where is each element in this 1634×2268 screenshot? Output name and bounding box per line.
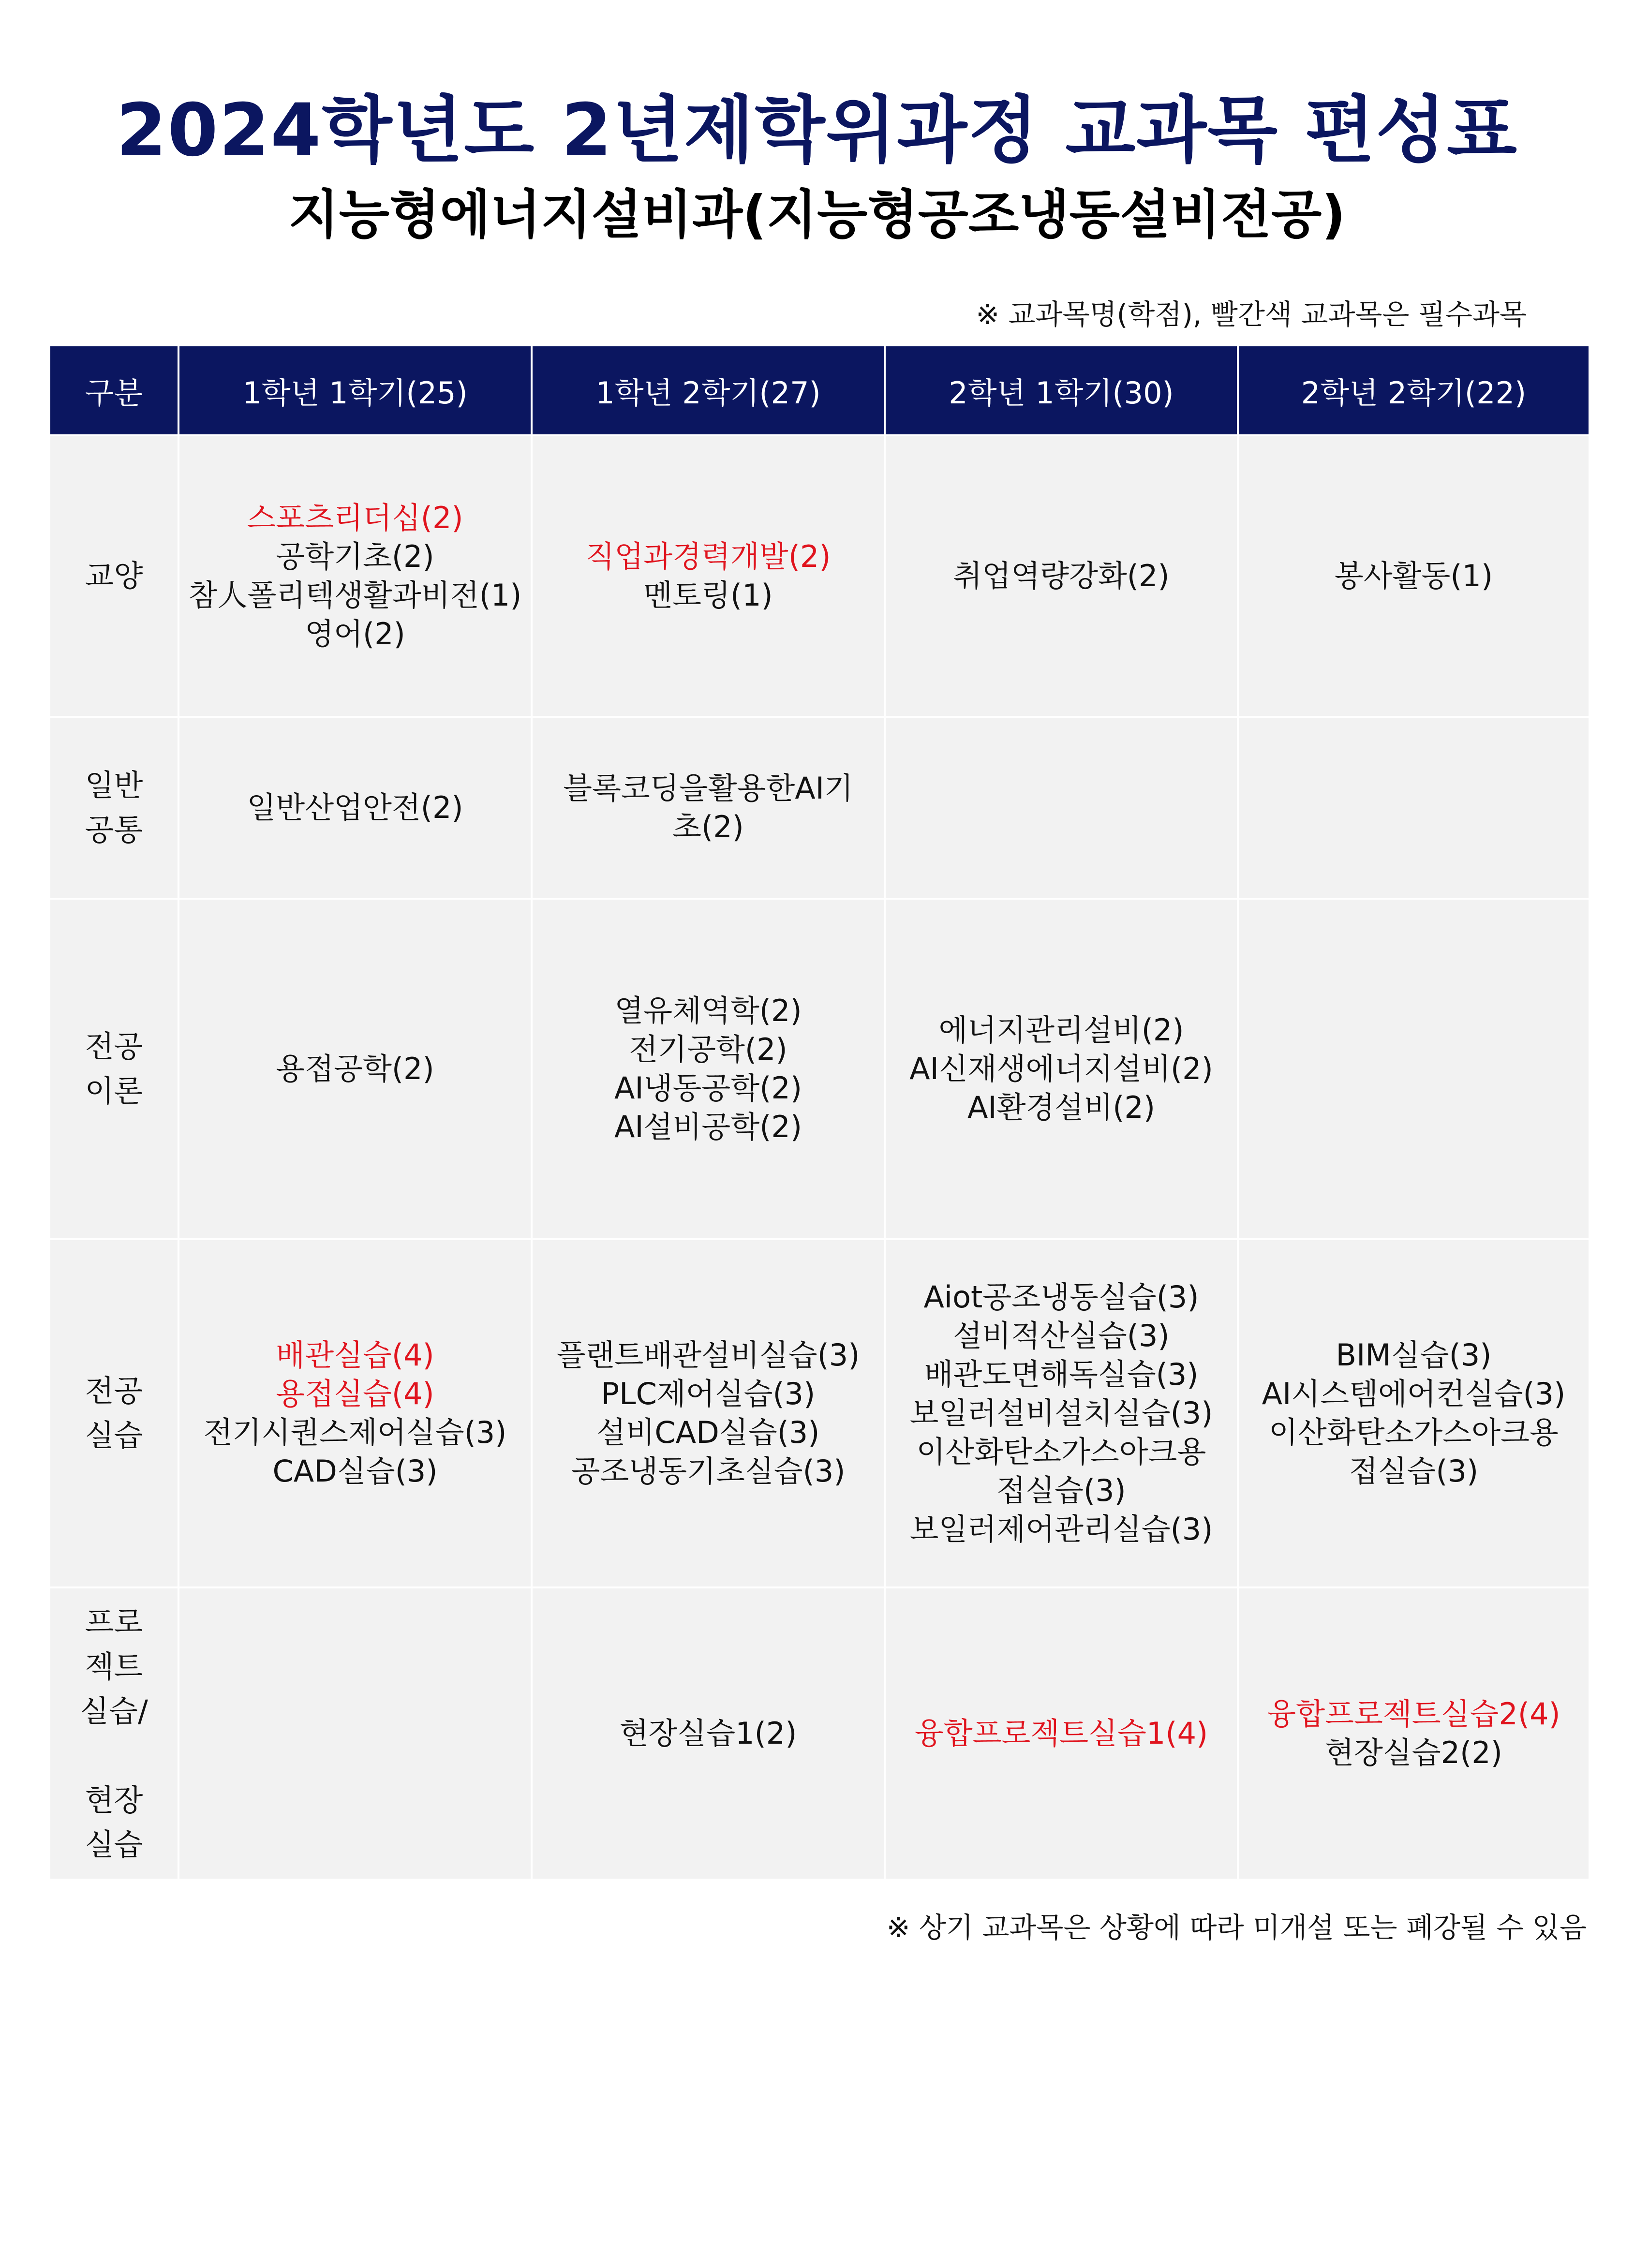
row-project-field <box>49 1587 1589 1880</box>
required-course: 배관실습(4) <box>276 1337 434 1373</box>
semester-cell <box>178 1587 532 1880</box>
course: CAD실습(3) <box>272 1453 438 1489</box>
semester-cell <box>532 1239 885 1587</box>
course: 참人폴리텍생활과비전(1) <box>188 578 522 613</box>
course: BIM실습(3) <box>1336 1337 1492 1373</box>
course: 보일러제어관리실습(3) <box>909 1512 1213 1547</box>
category-cell <box>49 1239 178 1587</box>
course: 설비적산실습(3) <box>953 1318 1170 1353</box>
semester-cell <box>1238 899 1589 1239</box>
required-course: 직업과경력개발(2) <box>585 539 831 574</box>
course: 설비CAD실습(3) <box>596 1415 820 1450</box>
course: 영어(2) <box>305 616 405 652</box>
curriculum-table <box>48 344 1590 1881</box>
course: 공학기초(2) <box>276 539 434 574</box>
header-year2-sem1: 2학년 1학기(30) <box>885 345 1238 435</box>
course: 접실습(3) <box>996 1473 1126 1508</box>
course: 멘토링(1) <box>643 578 773 613</box>
semester-cell <box>1238 1587 1589 1880</box>
header-category: 구분 <box>49 345 178 435</box>
category-label: 실습 <box>85 1827 143 1862</box>
semester-cell <box>178 717 532 899</box>
category-label: 전공 <box>85 1373 143 1408</box>
header-row <box>49 345 1589 435</box>
course: 용접공학(2) <box>276 1051 434 1086</box>
header-year2-sem2: 2학년 2학기(22) <box>1238 345 1589 435</box>
category-cell <box>49 435 178 717</box>
course: 블록코딩을활용한AI기 <box>563 771 853 806</box>
course: 전기공학(2) <box>629 1032 787 1067</box>
header-year1-sem2: 1학년 2학기(27) <box>532 345 885 435</box>
course: 초(2) <box>672 809 744 845</box>
course: 취업역량강화(2) <box>953 558 1170 593</box>
row-general-common <box>49 717 1589 899</box>
semester-cell <box>885 1587 1238 1880</box>
category-label: 젝트 <box>85 1649 143 1684</box>
course: 공조냉동기초실습(3) <box>571 1453 846 1489</box>
course: 이산화탄소가스아크용 <box>916 1434 1206 1469</box>
course: 보일러설비설치실습(3) <box>909 1395 1213 1431</box>
course: AI설비공학(2) <box>614 1109 802 1144</box>
category-label: 일반 <box>85 768 143 803</box>
required-course: 스포츠리더십(2) <box>247 500 463 535</box>
course: 접실습(3) <box>1349 1453 1479 1489</box>
row-liberal-arts <box>49 435 1589 717</box>
semester-cell <box>178 899 532 1239</box>
course: 이산화탄소가스아크용 <box>1269 1415 1559 1450</box>
course: 열유체역학(2) <box>614 993 802 1028</box>
category-label: 교양 <box>85 558 143 593</box>
category-label: 실습/ <box>80 1693 148 1729</box>
category-cell <box>49 717 178 899</box>
course: 에너지관리설비(2) <box>938 1012 1184 1048</box>
category-label <box>53 1734 175 1778</box>
course: 현장실습1(2) <box>619 1716 797 1751</box>
semester-cell <box>1238 1239 1589 1587</box>
footer-note: ※ 상기 교과목은 상황에 따라 미개설 또는 폐강될 수 있음 <box>886 1911 1587 1944</box>
category-label: 공통 <box>85 812 143 847</box>
category-cell <box>49 899 178 1239</box>
course: 플랜트배관설비실습(3) <box>556 1337 860 1373</box>
semester-cell <box>1238 717 1589 899</box>
semester-cell <box>532 899 885 1239</box>
course: 전기시퀀스제어실습(3) <box>203 1415 507 1450</box>
course: AI환경설비(2) <box>967 1090 1156 1125</box>
semester-cell <box>532 717 885 899</box>
required-course: 융합프로젝트실습1(4) <box>914 1716 1208 1751</box>
page-subtitle: 지능형에너지설비과(지능형공조냉동설비전공) <box>288 185 1346 245</box>
category-cell <box>49 1587 178 1880</box>
semester-cell <box>532 435 885 717</box>
semester-cell <box>885 717 1238 899</box>
course: AI냉동공학(2) <box>614 1070 802 1106</box>
course: PLC제어실습(3) <box>601 1376 816 1411</box>
category-label: 프로 <box>85 1604 143 1640</box>
semester-cell <box>885 435 1238 717</box>
page-title: 2024학년도 2년제학위과정 교과목 편성표 <box>116 89 1518 173</box>
semester-cell <box>1238 435 1589 717</box>
header-year1-sem1: 1학년 1학기(25) <box>178 345 532 435</box>
course: Aiot공조냉동실습(3) <box>923 1279 1199 1315</box>
course: AI신재생에너지설비(2) <box>909 1051 1213 1086</box>
row-major-practice <box>49 1239 1589 1587</box>
semester-cell <box>885 899 1238 1239</box>
course: 배관도면해독실습(3) <box>924 1357 1199 1392</box>
course: AI시스템에어컨실습(3) <box>1262 1376 1566 1411</box>
course: 현장실습2(2) <box>1325 1735 1502 1770</box>
semester-cell <box>532 1587 885 1880</box>
course: 봉사활동(1) <box>1334 558 1493 593</box>
semester-cell <box>885 1239 1238 1587</box>
required-course: 용접실습(4) <box>276 1376 434 1411</box>
row-major-theory <box>49 899 1589 1239</box>
course: 일반산업안전(2) <box>247 790 463 825</box>
category-label: 전공 <box>85 1029 143 1064</box>
category-label: 이론 <box>85 1073 143 1109</box>
semester-cell <box>178 1239 532 1587</box>
category-label: 실습 <box>85 1418 143 1453</box>
legend-note: ※ 교과목명(학점), 빨간색 교과목은 필수과목 <box>976 298 1527 331</box>
category-label: 현장 <box>85 1782 143 1818</box>
required-course: 융합프로젝트실습2(4) <box>1267 1696 1560 1732</box>
semester-cell <box>178 435 532 717</box>
